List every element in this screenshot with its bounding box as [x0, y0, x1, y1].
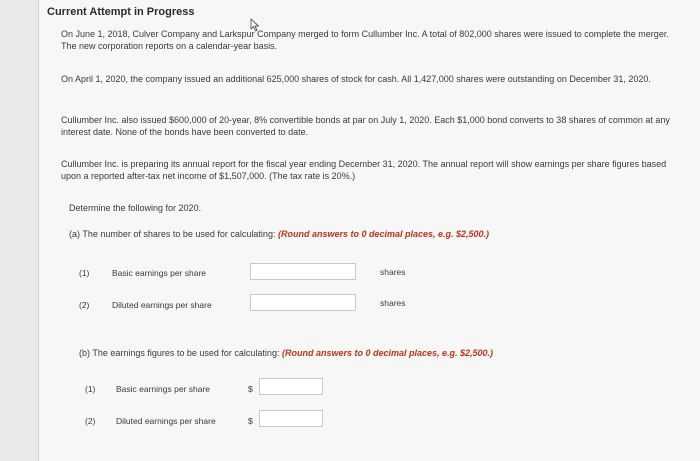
part-b-basic-earnings-input[interactable] — [259, 378, 323, 395]
part-b-row-1-label: Basic earnings per share — [116, 384, 211, 394]
problem-paragraph-1: On June 1, 2018, Culver Company and Larkspur Company merged to form Cullumber Inc. A total of 802,000 shares were issued to complete the merger. The new corporation reports on a calendar-year basis. — [61, 29, 669, 51]
part-a-hint: (Round answers to 0 decimal places, e.g. $2,500.) — [277, 229, 490, 239]
part-a-basic-shares-input[interactable] — [250, 263, 356, 280]
problem-paragraph-4: Cullumber Inc. is preparing its annual report for the fiscal year ending December 31, 2020. The annual report will show earnings per share figures based upon a reported after-tax net income of $1,507,000. (The tax rate is 20%.) — [61, 159, 667, 181]
part-a-instruction-text: (a) The number of shares to be used for calculating: — [69, 229, 278, 239]
problem-paragraph-3: Cullumber Inc. also issued $600,000 of 20-year, 8% convertible bonds at par on July 1, 2020. Each $1,000 bond converts to 38 shares of common at any interest date. None of the bonds have been converted to date. — [61, 115, 670, 137]
question-panel — [38, 0, 700, 461]
part-b-hint: (Round answers to 0 decimal places, e.g. $2,500.) — [281, 348, 494, 358]
part-b-row-1-currency: $ — [248, 384, 253, 394]
part-a-row-2-unit: shares — [380, 298, 406, 308]
part-b-row-2-number: (2) — [85, 416, 96, 426]
part-a-instruction — [69, 229, 489, 239]
part-b-instruction-text: (b) The earnings figures to be used for calculating: — [79, 348, 282, 358]
part-a-row-1-number: (1) — [79, 268, 90, 278]
part-a-row-2-number: (2) — [79, 300, 90, 310]
part-b-row-1-number: (1) — [85, 384, 96, 394]
determine-text: Determine the following for 2020. — [69, 203, 202, 213]
part-b-row-2-label: Diluted earnings per share — [116, 416, 216, 426]
part-a-row-1-unit: shares — [380, 267, 406, 277]
part-b-instruction — [79, 348, 493, 358]
part-b-diluted-earnings-input[interactable] — [259, 410, 323, 427]
page-title: Current Attempt in Progress — [47, 6, 195, 18]
part-a-row-1-label: Basic earnings per share — [112, 268, 207, 278]
problem-paragraph-2: On April 1, 2020, the company issued an additional 625,000 shares of stock for cash. All 1,427,000 shares were outstanding on December 31, 2020. — [61, 74, 651, 84]
part-a-diluted-shares-input[interactable] — [250, 294, 356, 311]
part-a-row-2-label: Diluted earnings per share — [112, 300, 212, 310]
part-b-row-2-currency: $ — [248, 416, 253, 426]
